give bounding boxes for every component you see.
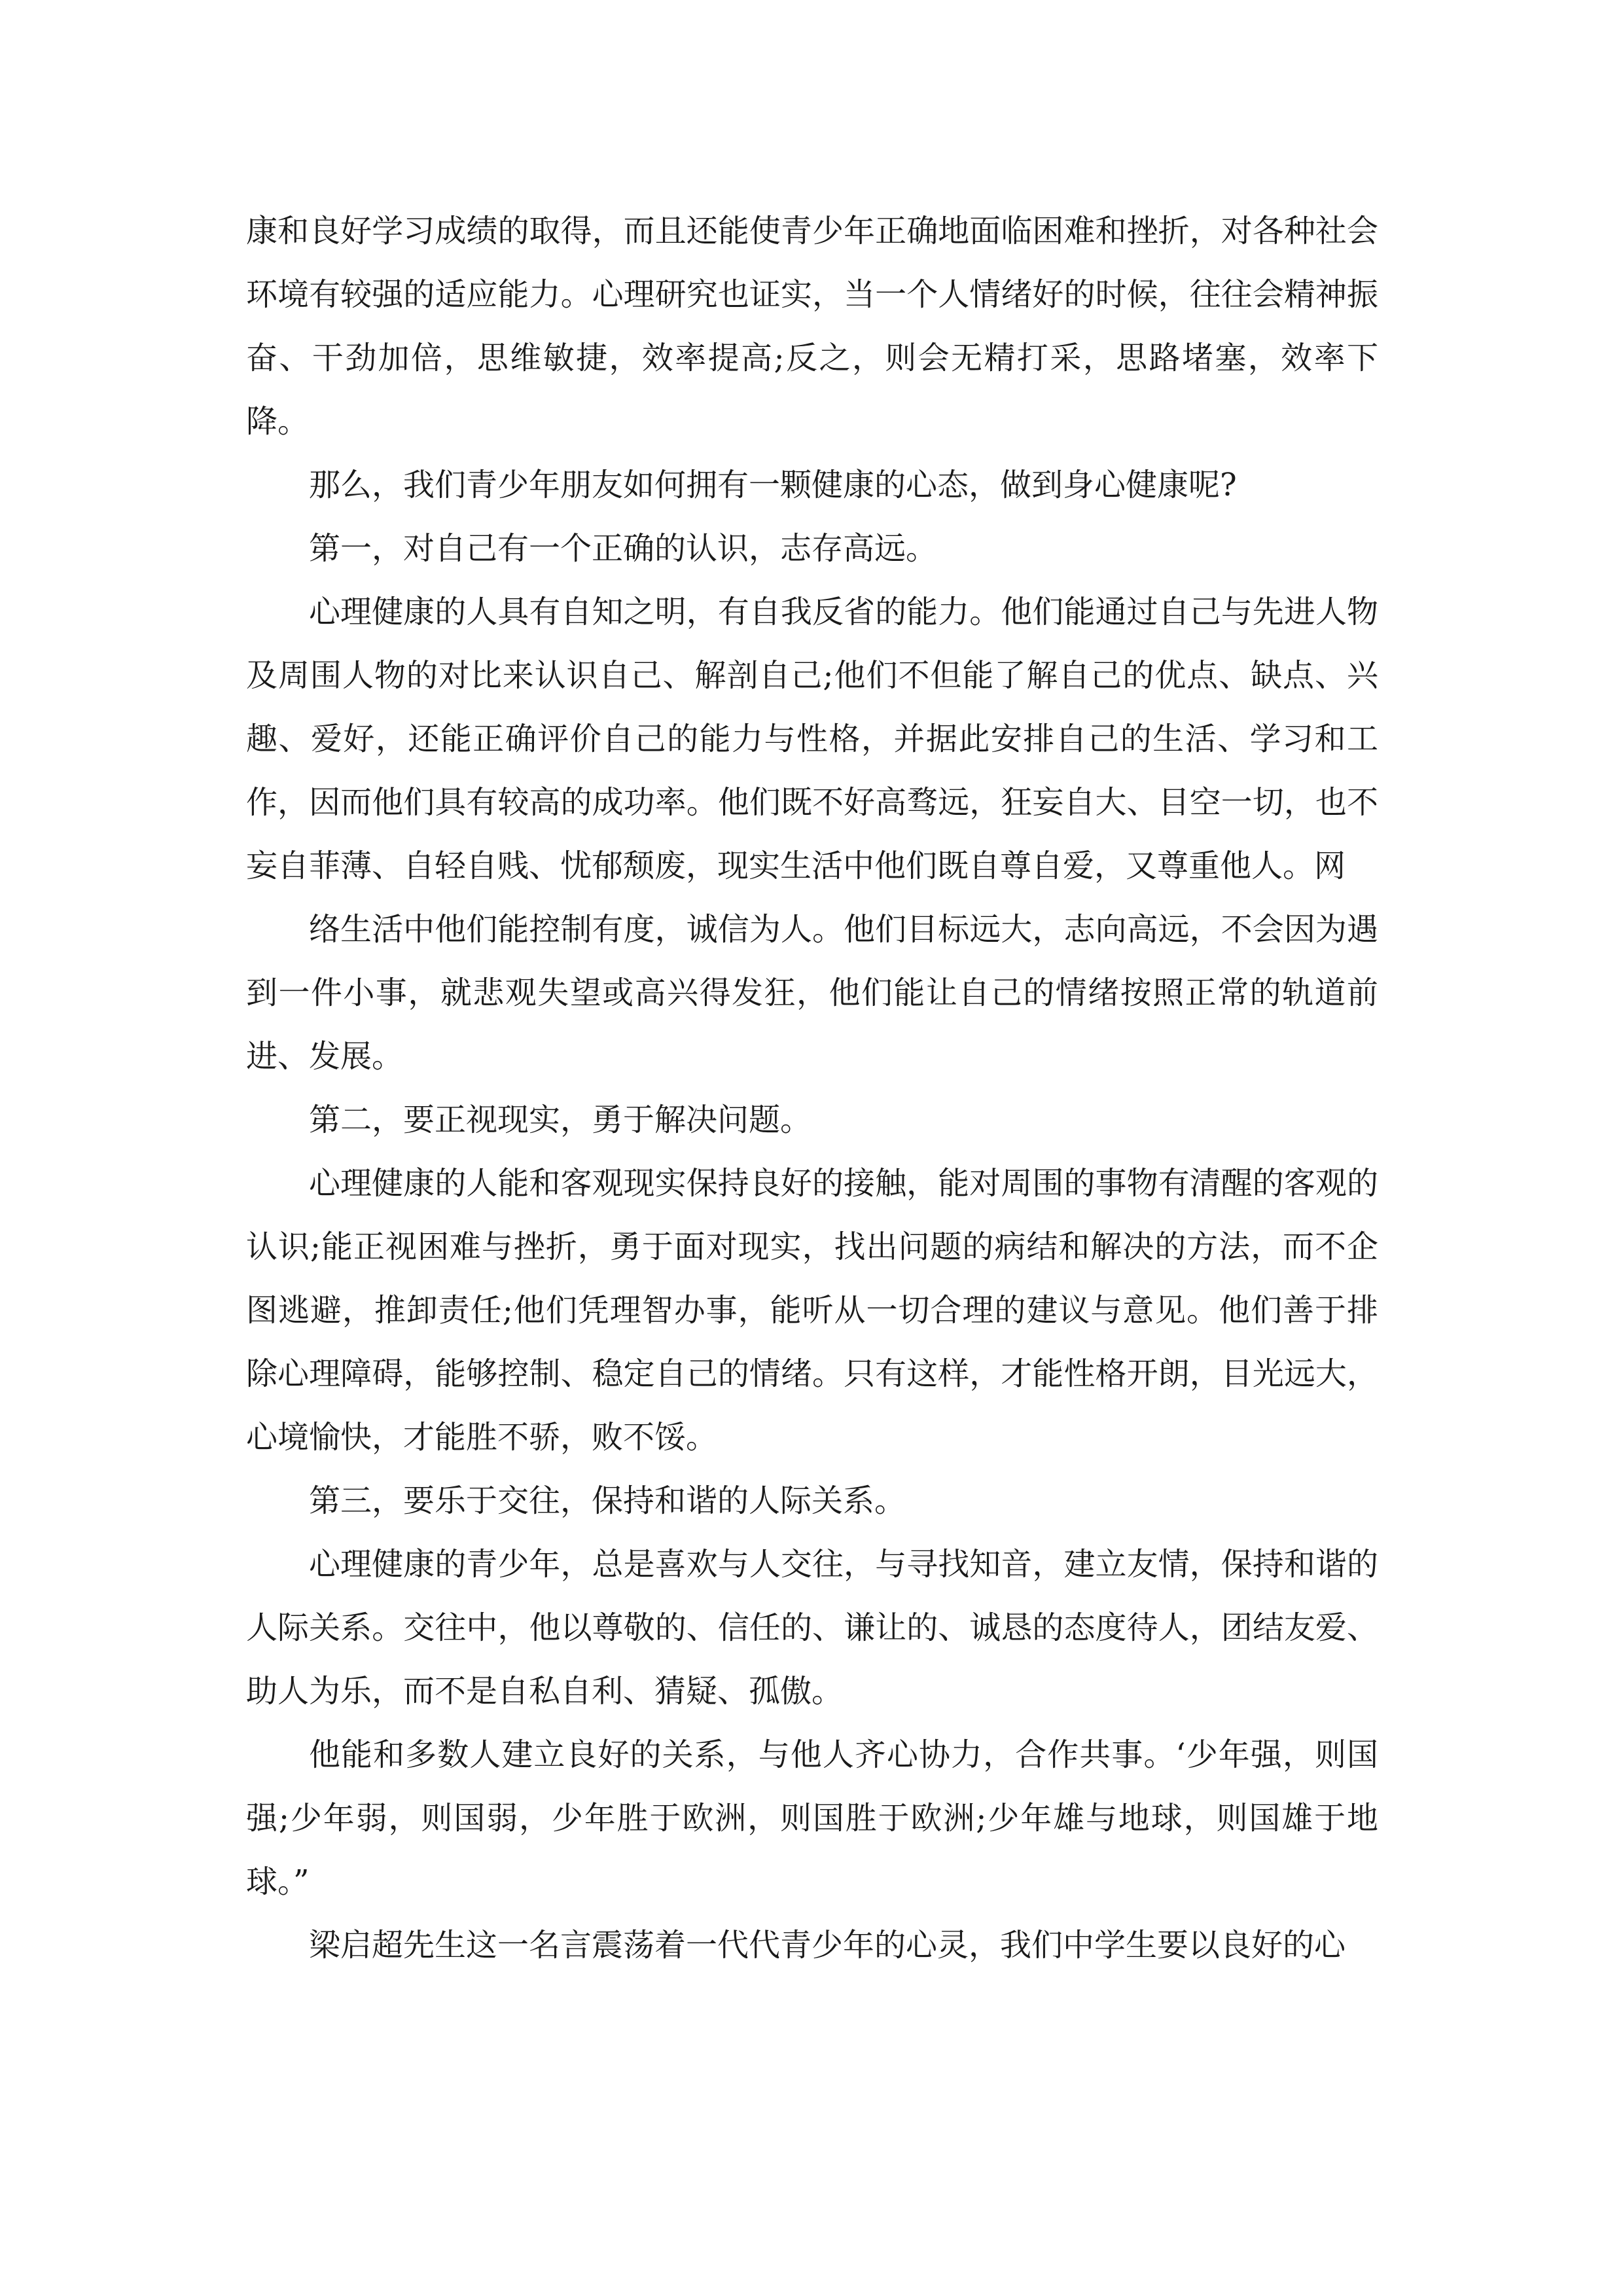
heading-point-2: 第二，要正视现实，勇于解决问题。 <box>309 1102 812 1138</box>
heading-point-1: 第一，对自己有一个正确的认识，志存高远。 <box>309 530 938 567</box>
paragraph-1: 康和良好学习成绩的取得，而且还能使青少年正确地面临困难和挫折，对各种社会环境有较强的适应能力。心理研究也证实，当一个人情绪好的时候，往往会精神振奋、干劲加倍，思维敏捷，效率提高;反之，则会无精打采，思路堵塞，效率下降。 <box>246 213 1378 440</box>
paragraph-4: 心理健康的人具有自知之明，有自我反省的能力。他们能通过自己与先进人物及周围人物的对比来认识自己、解剖自己;他们不但能了解自己的优点、缺点、兴趣、爱好，还能正确评价自己的能力与性格，并据此安排自己的生活、学习和工作，因而他们具有较高的成功率。他们既不好高骛远，狂妄自大、目空一切，也不妄自菲薄、自轻自贱、忧郁颓废，现实生活中他们既自尊自爱，又尊重他人。网 <box>246 594 1378 884</box>
heading-point-3: 第三，要乐于交往，保持和谐的人际关系。 <box>309 1482 906 1519</box>
body-text <box>246 200 1378 1977</box>
paragraph-2: 那么，我们青少年朋友如何拥有一颗健康的心态，做到身心健康呢? <box>309 467 1237 503</box>
paragraph-9: 心理健康的青少年，总是喜欢与人交往，与寻找知音，建立友情，保持和谐的人际关系。交往中，他以尊敬的、信任的、谦让的、诚恳的态度待人，团结友爱、助人为乐，而不是自私自利、猜疑、孤傲。 <box>246 1546 1378 1710</box>
paragraph-11: 梁启超先生这一名言震荡着一代代青少年的心灵，我们中学生要以良好的心 <box>309 1927 1346 1964</box>
paragraph-7: 心理健康的人能和客观现实保持良好的接触，能对周围的事物有清醒的客观的认识;能正视困难与挫折，勇于面对现实，找出问题的病结和解决的方法，而不企图逃避，推卸责任;他们凭理智办事，能听从一切合理的建议与意见。他们善于排除心理障碍，能够控制、稳定自己的情绪。只有这样，才能性格开朗，目光远大，心境愉快，才能胜不骄，败不馁。 <box>246 1165 1378 1456</box>
paragraph-5: 络生活中他们能控制有度，诚信为人。他们目标远大，志向高远，不会因为遇到一件小事，就悲观失望或高兴得发狂，他们能让自己的情绪按照正常的轨道前进、发展。 <box>246 911 1378 1075</box>
paragraph-10: 他能和多数人建立良好的关系，与他人齐心协力，合作共事。‘少年强，则国强;少年弱，则国弱，少年胜于欧洲，则国胜于欧洲;少年雄与地球，则国雄于地球。” <box>246 1736 1378 1900</box>
